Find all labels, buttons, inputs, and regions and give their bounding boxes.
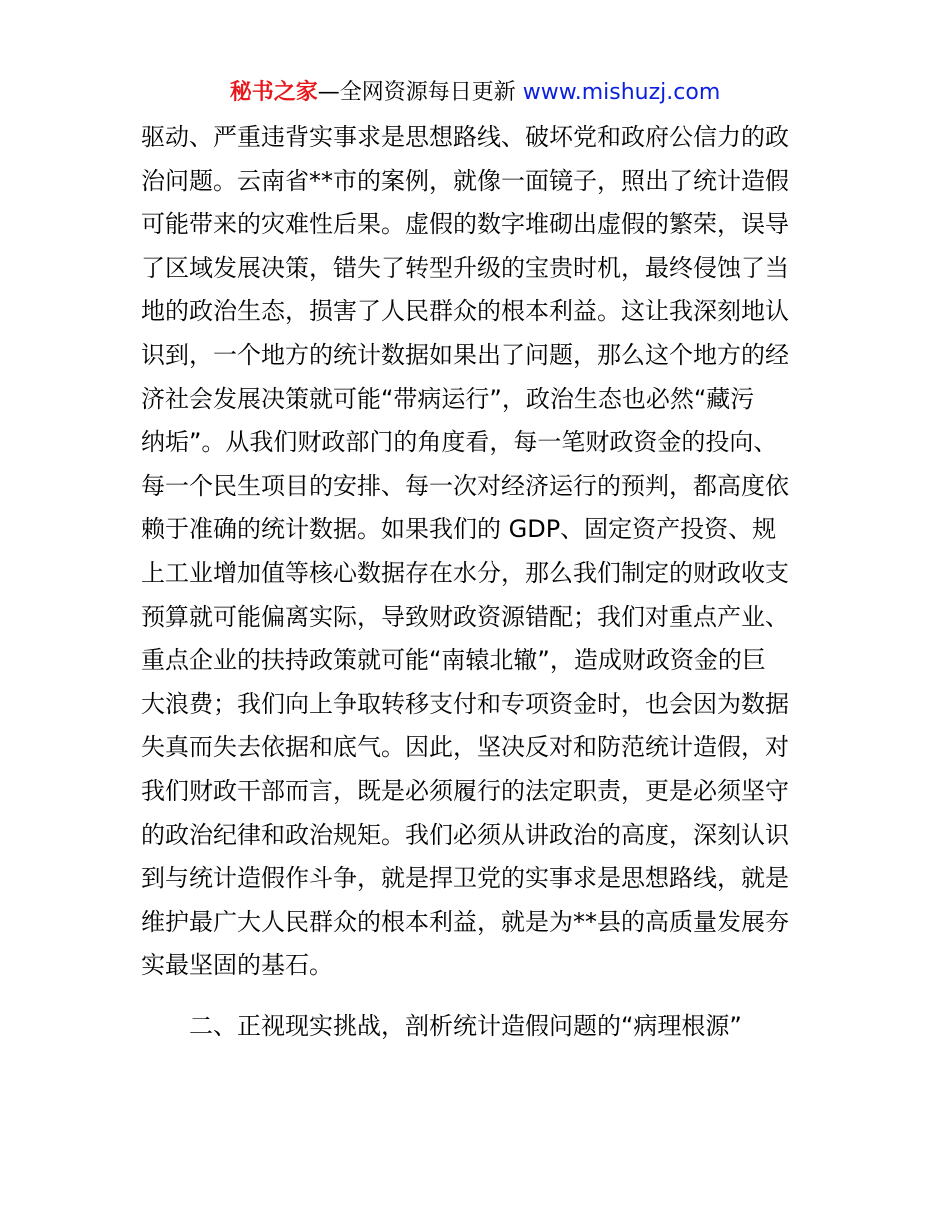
body-line: 大浪费；我们向上争取转移支付和专项资金时，也会因为数据 (141, 689, 789, 718)
body-line: 可能带来的灾难性后果。虚假的数字堆砌出虚假的繁荣，误导 (141, 210, 789, 239)
body-line: 识到，一个地方的统计数据如果出了问题，那么这个地方的经 (141, 340, 789, 369)
body-line: 地的政治生态，损害了人民群众的根本利益。这让我深刻地认 (141, 297, 789, 326)
site-url[interactable]: www.mishuzj.com (522, 80, 721, 105)
body-line: 预算就可能偏离实际，导致财政资源错配；我们对重点产业、 (141, 602, 789, 631)
body-line: 实最坚固的基石。 (141, 951, 333, 980)
body-line: 济社会发展决策就可能“带病运行”，政治生态也必然“藏污 (141, 384, 755, 413)
section-heading: 二、正视现实挑战，剖析统计造假问题的“病理根源” (189, 1011, 742, 1040)
body-line: 重点企业的扶持政策就可能“南辕北辙”，造成财政资金的巨 (141, 646, 766, 675)
page-header (0, 78, 950, 108)
body-line: 赖于准确的统计数据。如果我们的 GDP、固定资产投资、规 (141, 515, 777, 544)
site-tagline: —全网资源每日更新 (317, 80, 523, 105)
body-line: 治问题。云南省**市的案例，就像一面镜子，照出了统计造假 (141, 166, 789, 195)
body-line: 驱动、严重违背实事求是思想路线、破坏党和政府公信力的政 (141, 123, 789, 151)
body-line: 了区域发展决策，错失了转型升级的宝贵时机，最终侵蚀了当 (141, 253, 789, 282)
body-line: 我们财政干部而言，既是必须履行的法定职责，更是必须坚守 (141, 776, 789, 805)
body-line: 上工业增加值等核心数据存在水分，那么我们制定的财政收支 (141, 558, 789, 587)
document-body (141, 116, 821, 1048)
body-line: 到与统计造假作斗争，就是捍卫党的实事求是思想路线，就是 (141, 864, 789, 893)
site-brand: 秘书之家 (229, 80, 318, 105)
body-line: 的政治纪律和政治规矩。我们必须从讲政治的高度，深刻认识 (141, 820, 789, 849)
body-line: 纳垢”。从我们财政部门的角度看，每一笔财政资金的投向、 (141, 428, 778, 457)
body-line: 失真而失去依据和底气。因此，坚决反对和防范统计造假，对 (141, 733, 789, 762)
body-line: 维护最广大人民群众的根本利益，就是为**县的高质量发展夯 (141, 907, 789, 936)
body-line: 每一个民生项目的安排、每一次对经济运行的预判，都高度依 (141, 471, 789, 500)
